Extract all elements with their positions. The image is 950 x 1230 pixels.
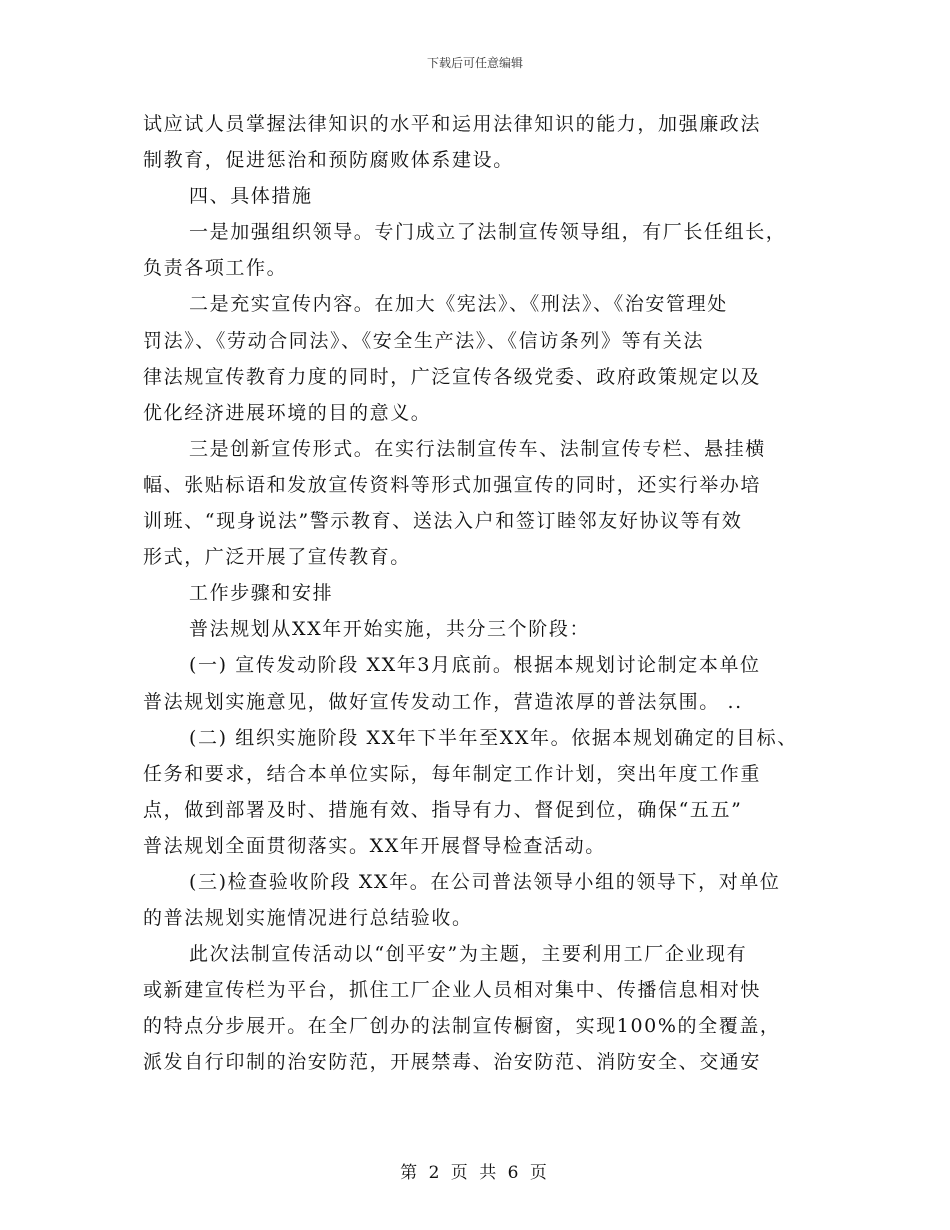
text-line: (三)检查验收阶段 XX年。在公司普法领导小组的领导下，对单位 — [189, 870, 781, 893]
text-line: 普法规划全面贯彻落实。XX年开展督导检查活动。 — [143, 834, 606, 857]
text-line: 制教育，促进惩治和预防腐败体系建设。 — [143, 149, 514, 172]
text-line: 三是创新宣传形式。在实行法制宣传车、法制宣传专栏、悬挂横 — [189, 437, 766, 460]
text-line: 训班、“现身说法”警示教育、送法入户和签订睦邻友好协议等有效 — [143, 510, 743, 533]
text-line: 工作步骤和安排 — [189, 582, 334, 605]
text-line: 的普法规划实施情况进行总结验收。 — [143, 907, 473, 930]
text-line: 幅、张贴标语和发放宣传资料等形式加强宣传的同时，还实行举办培 — [143, 473, 762, 496]
text-line: 律法规宣传教育力度的同时，广泛宣传各级党委、政府政策规定以及 — [143, 365, 762, 388]
text-line: 优化经济进展环境的目的意义。 — [143, 401, 432, 424]
text-line: 普法规划从XX年开始实施，共分三个阶段： — [189, 618, 591, 641]
text-line: 此次法制宣传活动以“创平安”为主题，主要利用工厂企业现有 — [189, 943, 748, 966]
text-line: 二是充实宣传内容。在加大《宪法》、《刑法》、《治安管理处 — [189, 293, 728, 316]
text-line: (一) 宣传发动阶段 XX年3月底前。根据本规划讨论制定本单位 — [189, 654, 761, 677]
text-line: 四、具体措施 — [189, 185, 313, 208]
text-line: 任务和要求，结合本单位实际，每年制定工作计划，突出年度工作重 — [143, 762, 762, 785]
text-line: 罚法》、《劳动合同法》、《安全生产法》、《信访条列》等有关法 — [143, 329, 705, 352]
text-line: 或新建宣传栏为平台，抓住工厂企业人员相对集中、传播信息相对快 — [143, 979, 762, 1002]
page-footer: 第 2 页 共 6 页 — [400, 1163, 550, 1183]
document-body — [143, 106, 833, 1081]
text-line: 试应试人员掌握法律知识的水平和运用法律知识的能力，加强廉政法 — [143, 113, 762, 135]
text-line: 形式，广泛开展了宣传教育。 — [143, 546, 411, 569]
text-line: 点，做到部署及时、措施有效、指导有力、督促到位，确保“五五” — [143, 798, 743, 821]
text-line: 派发自行印制的治安防范，开展禁毒、治安防范、消防安全、交通安 — [143, 1051, 762, 1074]
text-line: (二) 组织实施阶段 XX年下半年至XX年。依据本规划确定的目标、 — [189, 726, 798, 749]
text-line: 普法规划实施意见，做好宣传发动工作，营造浓厚的普法氛围。 .. — [143, 690, 743, 713]
text-line: 的特点分步展开。在全厂创办的法制宣传橱窗，实现100%的全覆盖， — [143, 1015, 781, 1038]
page-header: 下载后可任意编辑 — [426, 56, 523, 70]
text-line: 一是加强组织领导。专门成立了法制宣传领导组，有厂长任组长， — [189, 221, 787, 244]
text-line: 负责各项工作。 — [143, 257, 288, 280]
